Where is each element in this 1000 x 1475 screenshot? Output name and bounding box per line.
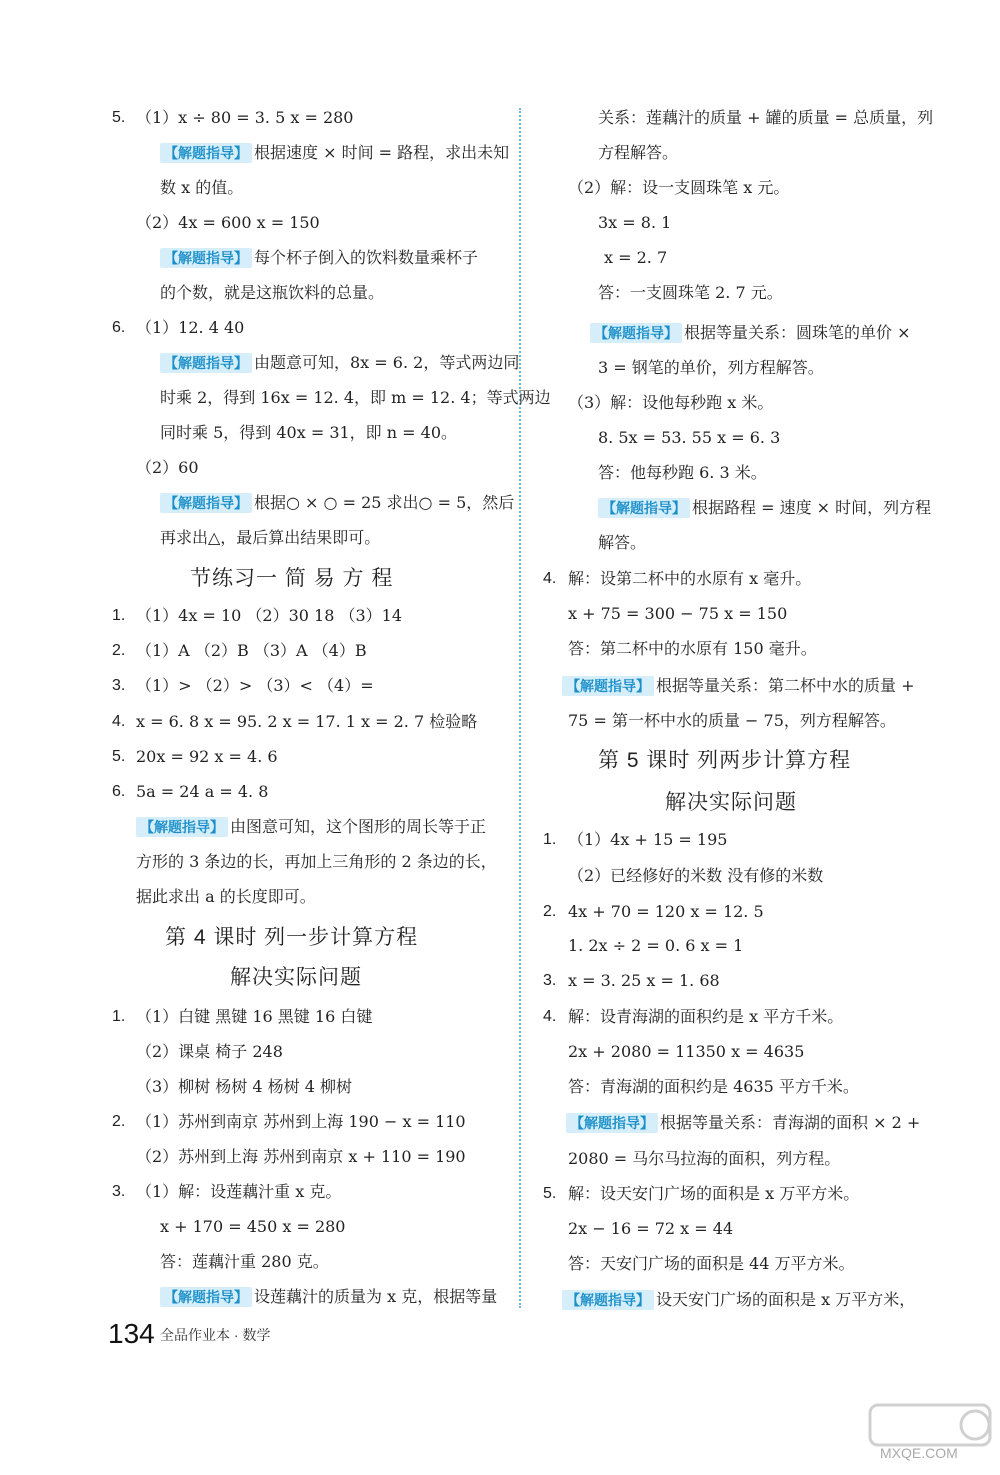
hint-line (160, 1286, 497, 1308)
answer-line: （1）> （2）> （3）< （4）= (136, 676, 374, 695)
page-number: 134 (108, 1318, 155, 1349)
answer-line: （2）已经修好的米数 没有修的米数 (568, 866, 824, 885)
answer-line: x + 170 = 450 x = 280 (160, 1217, 346, 1236)
item-number: 4. (543, 570, 557, 587)
hint-line (590, 322, 911, 344)
answer-line: 解：设天安门广场的面积是 x 万平方米。 (568, 1184, 860, 1203)
hint-text: 设天安门广场的面积是 x 万平方米， (656, 1290, 916, 1309)
item-number: 2. (112, 642, 126, 659)
answer-line: x = 3. 25 x = 1. 68 (568, 971, 720, 990)
hint-tag: 【 解题指导 】 (160, 143, 252, 163)
answer-line: 答：一支圆珠笔 2. 7 元。 (598, 283, 783, 302)
hint-text: 根据等量关系：圆珠笔的单价 × (684, 323, 911, 342)
item-number: 5. (112, 748, 126, 765)
hint-tag: 【 解题指导 】 (562, 676, 654, 696)
item-number: 4. (543, 1008, 557, 1025)
hint-line (562, 1289, 915, 1311)
hint-line (160, 492, 514, 514)
answer-line: 3x = 8. 1 (598, 213, 672, 232)
hint-line (598, 497, 931, 519)
answer-line: （1）A （2）B （3）A （4）B (136, 641, 367, 660)
answer-line: （2）苏州到上海 苏州到南京 x + 110 = 190 (136, 1147, 466, 1166)
lesson-subheading: 解决实际问题 (230, 966, 362, 989)
item-number: 3. (543, 972, 557, 989)
answer-line: 的个数，就是这瓶饮料的总量。 (160, 283, 385, 302)
item-number: 2. (543, 903, 557, 920)
lesson-subheading: 解决实际问题 (665, 791, 797, 814)
answer-line: （1）4x = 10 （2）30 18 （3）14 (136, 606, 403, 625)
hint-text: 根据等量关系：青海湖的面积 × 2 + (660, 1113, 921, 1132)
lesson-heading: 第 4 课时 列一步计算方程 (165, 926, 419, 949)
item-number: 5. (112, 109, 126, 126)
answer-line: （2）课桌 椅子 248 (136, 1042, 283, 1061)
answer-line: （2）解：设一支圆珠笔 x 元。 (568, 178, 790, 197)
item-number: 5. (543, 1185, 557, 1202)
answer-line: （1）解：设莲藕汁重 x 克。 (136, 1182, 342, 1201)
answer-line: 75 = 第一杯中水的质量 − 75，列方程解答。 (568, 711, 896, 730)
hint-line (562, 675, 915, 697)
answer-line: 方程解答。 (598, 143, 679, 162)
hint-text: 设莲藕汁的质量为 x 克，根据等量 (254, 1287, 498, 1306)
hint-tag: 【 解题指导 】 (160, 1287, 252, 1307)
hint-tag: 【 解题指导 】 (160, 493, 252, 513)
item-number: 1. (112, 607, 126, 624)
hint-tag: 【 解题指导 】 (590, 323, 682, 343)
answer-line: 答：青海湖的面积约是 4635 平方千米。 (568, 1077, 859, 1096)
answer-line: （1）4x + 15 = 195 (568, 830, 728, 849)
answer-line: 3 = 钢笔的单价，列方程解答。 (598, 358, 824, 377)
section-heading: 节练习一 简 易 方 程 (190, 567, 394, 590)
hint-text: 根据等量关系：第二杯中水的质量 + (656, 676, 915, 695)
item-number: 3. (112, 1183, 126, 1200)
item-number: 4. (112, 713, 126, 730)
hint-tag: 【 解题指导 】 (136, 817, 228, 837)
answer-line: 答：天安门广场的面积是 44 万平方米。 (568, 1254, 855, 1273)
hint-text: 由图意可知，这个图形的周长等于正 (230, 817, 487, 836)
answer-line: 2080 = 马尔马拉海的面积，列方程。 (568, 1149, 841, 1168)
watermark-logo (860, 1400, 1000, 1475)
hint-tag: 【 解题指导 】 (160, 353, 252, 373)
answer-line: 解：设第二杯中的水原有 x 毫升。 (568, 569, 812, 588)
hint-text: 由题意可知，8x = 6. 2，等式两边同 (254, 353, 520, 372)
answer-line: 答：第二杯中的水原有 150 毫升。 (568, 639, 817, 658)
hint-tag: 【 解题指导 】 (562, 1290, 654, 1310)
item-number: 1. (112, 1008, 126, 1025)
answer-line: （3）解：设他每秒跑 x 米。 (568, 393, 774, 412)
answer-line: 20x = 92 x = 4. 6 (136, 747, 278, 766)
answer-line: 时乘 2，得到 16x = 12. 4，即 m = 12. 4；等式两边 (160, 388, 551, 407)
hint-line (160, 352, 519, 374)
answer-line: （1）x ÷ 80 = 3. 5 x = 280 (136, 108, 354, 127)
answer-line: 2x − 16 = 72 x = 44 (568, 1219, 734, 1238)
answer-line: 4x + 70 = 120 x = 12. 5 (568, 902, 764, 921)
hint-text: 根据速度 × 时间 = 路程，求出未知 (254, 143, 510, 162)
item-number: 6. (112, 783, 126, 800)
answer-line: 2x + 2080 = 11350 x = 4635 (568, 1042, 805, 1061)
answer-line: （1）白键 黑键 16 黑键 16 白键 (136, 1007, 373, 1026)
answer-line: （1）苏州到南京 苏州到上海 190 − x = 110 (136, 1112, 466, 1131)
hint-line (566, 1112, 920, 1134)
answer-line: （3）柳树 杨树 4 杨树 4 柳树 (136, 1077, 352, 1096)
hint-text: 根据路程 = 速度 × 时间，列方程 (692, 498, 932, 517)
hint-tag: 【 解题指导 】 (160, 248, 252, 268)
answer-line: 解答。 (598, 533, 647, 552)
answer-line: （2）4x = 600 x = 150 (136, 213, 320, 232)
answer-line: x + 75 = 300 − 75 x = 150 (568, 604, 788, 623)
answer-line: 同时乘 5，得到 40x = 31，即 n = 40。 (160, 423, 458, 442)
answer-line: 8. 5x = 53. 55 x = 6. 3 (598, 428, 781, 447)
answer-line: 解：设青海湖的面积约是 x 平方千米。 (568, 1007, 844, 1026)
answer-line: x = 2. 7 (604, 248, 668, 267)
item-number: 1. (543, 831, 557, 848)
hint-tag: 【 解题指导 】 (566, 1113, 658, 1133)
answer-line: 答：他每秒跑 6. 3 米。 (598, 463, 767, 482)
item-number: 6. (112, 319, 126, 336)
answer-line: 关系：莲藕汁的质量 + 罐的质量 = 总质量，列 (598, 108, 934, 127)
answer-line: 据此求出 a 的长度即可。 (136, 887, 316, 906)
answer-line: x = 6. 8 x = 95. 2 x = 17. 1 x = 2. 7 检验略 (136, 712, 478, 731)
hint-tag: 【 解题指导 】 (598, 498, 690, 518)
answer-line: 5a = 24 a = 4. 8 (136, 782, 269, 801)
hint-line (136, 816, 486, 838)
hint-text: 根据○ × ○ = 25 求出○ = 5，然后 (254, 493, 515, 512)
hint-line (160, 247, 478, 269)
answer-line: 1. 2x ÷ 2 = 0. 6 x = 1 (568, 936, 744, 955)
answer-line: 数 x 的值。 (160, 178, 244, 197)
book-title: 全品作业本 · 数学 (160, 1327, 271, 1343)
answer-line: 答：莲藕汁重 280 克。 (160, 1252, 329, 1271)
lesson-heading: 第 5 课时 列两步计算方程 (598, 749, 852, 772)
answer-line: 方形的 3 条边的长，再加上三角形的 2 条边的长， (136, 852, 497, 871)
column-divider (519, 108, 521, 1308)
item-number: 3. (112, 677, 126, 694)
watermark-text: MXQE.COM (880, 1445, 958, 1461)
answer-line: 再求出△，最后算出结果即可。 (160, 528, 381, 547)
item-number: 2. (112, 1113, 126, 1130)
answer-line: （1）12. 4 40 (136, 318, 245, 337)
hint-text: 每个杯子倒入的饮料数量乘杯子 (254, 248, 479, 267)
hint-line (160, 142, 509, 164)
answer-line: （2）60 (136, 458, 199, 477)
